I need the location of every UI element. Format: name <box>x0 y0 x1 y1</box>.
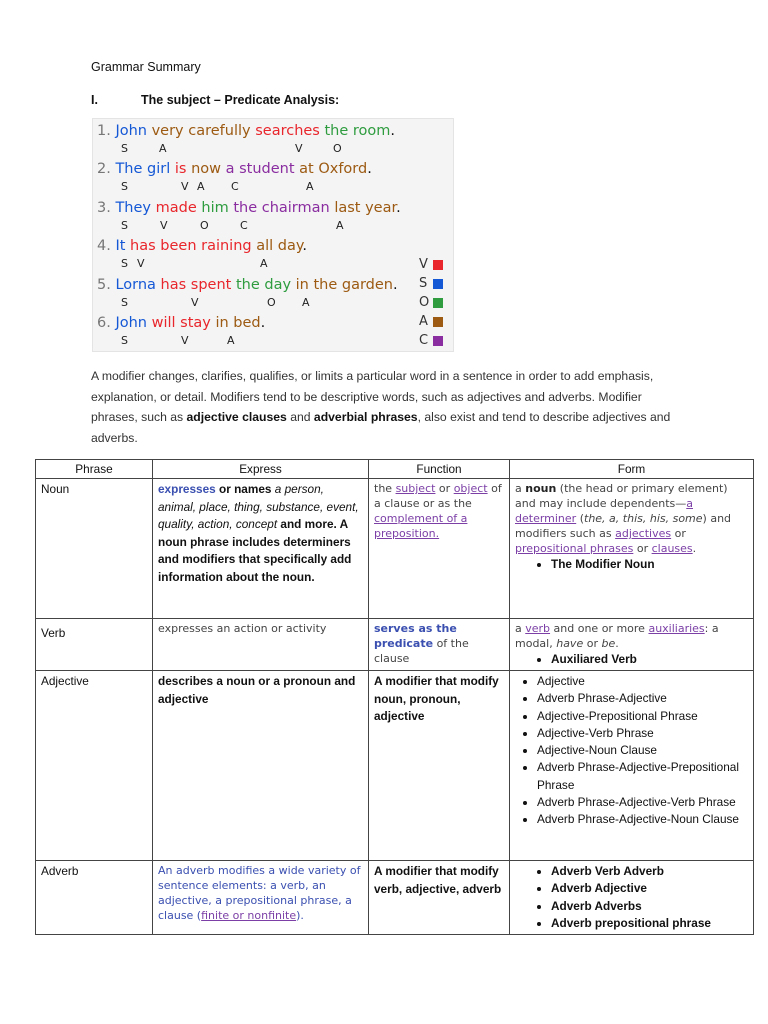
table-row-verb <box>36 619 754 671</box>
paragraph-bold-2: adverbial phrases <box>313 410 418 424</box>
svo-tag: A <box>159 142 167 155</box>
noun-function-text-3: of a clause or as the <box>374 482 502 510</box>
verb-link[interactable]: verb <box>525 622 551 635</box>
noun-express-italic: a person, animal, place, thing, substance, event, quality, action, concept <box>158 482 359 531</box>
list-item: • Adjective-Noun Clause <box>537 742 748 759</box>
list-item: • Adverb Verb Adverb <box>551 863 748 880</box>
verb-form-be: be <box>601 637 616 650</box>
example-segment: . <box>390 123 396 139</box>
adjective-form-list <box>515 673 748 829</box>
svo-tag: O <box>200 219 209 232</box>
table-row-noun <box>36 479 754 619</box>
list-item: • Adverb Phrase-Adjective-Verb Phrase <box>537 794 748 811</box>
list-item: • Adverb Phrase-Adjective <box>537 690 748 707</box>
auxiliaries-link[interactable]: auxiliaries <box>648 622 705 635</box>
adverb-express-text-2: ). <box>296 909 304 922</box>
adverb-form-list <box>515 863 748 932</box>
adverb-express-text-1: An adverb modifies a wide variety of sentence elements: a verb, an adjective, a prepositional phrase, a clause ( <box>158 864 361 922</box>
example-number: 2. <box>97 161 111 177</box>
svo-tag: S <box>121 257 128 270</box>
adverb-express <box>153 861 369 935</box>
svo-tag: A <box>336 219 344 232</box>
legend-letter: A <box>419 314 428 329</box>
object-link[interactable]: object <box>453 482 488 495</box>
paragraph-text-3: , also exist and tend to describe adjectives and adverbs. <box>91 410 671 445</box>
complement-link[interactable]: complement of a preposition. <box>374 512 468 540</box>
paragraph-bold-1: adjective clauses <box>186 410 287 424</box>
header-function: Function <box>369 460 510 479</box>
verb-form-text-4: or <box>583 637 602 650</box>
verb-form-text-3: : a modal, <box>515 622 719 650</box>
finite-nonfinite-link[interactable]: finite or nonfinite <box>201 909 297 922</box>
legend-item <box>419 293 443 312</box>
example-segment: the chairman <box>233 200 335 216</box>
determiner-link[interactable]: a determiner <box>515 497 693 525</box>
legend-swatch <box>433 317 443 327</box>
legend-item <box>419 274 443 293</box>
example-segment: him <box>201 200 234 216</box>
section-title: The subject – Predicate Analysis: <box>141 93 340 107</box>
svo-tag: S <box>121 180 128 193</box>
example-segment: . <box>393 277 398 293</box>
legend-letter: S <box>419 276 428 291</box>
phrase-table <box>35 459 754 935</box>
list-item: • Adverb Phrase-Adjective-Prepositional Phrase <box>537 759 748 794</box>
svo-example-3 <box>97 200 401 216</box>
svo-example-5 <box>97 277 398 293</box>
paragraph-text-1: A modifier changes, clarifies, qualifies, or limits a particular word in a sentence in order to add emphasis, explanation, or detail. Modifiers tend to be descriptive words, such as adjectives and adverbs. Modifier phrases, such as <box>91 369 654 424</box>
example-segment: now <box>191 161 226 177</box>
header-express: Express <box>153 460 369 479</box>
svo-tag: V <box>191 296 199 309</box>
svo-tag: S <box>121 334 128 347</box>
list-item: • Adjective-Verb Phrase <box>537 725 748 742</box>
svo-example-1 <box>97 123 395 139</box>
adjective-express: describes a noun or a pronoun and adjective <box>153 671 369 861</box>
subject-link[interactable]: subject <box>395 482 436 495</box>
verb-function-text: of the clause <box>374 637 469 665</box>
noun-form-text-7: . <box>692 542 697 555</box>
svo-tag: A <box>306 180 314 193</box>
verb-form <box>510 619 754 671</box>
example-segment: . <box>396 200 401 216</box>
noun-express-text-1: or names <box>215 482 275 496</box>
prepositional-phrases-link[interactable]: prepositional phrases <box>515 542 634 555</box>
verb-form-text-2: and one or more <box>550 622 649 635</box>
svo-legend <box>419 255 443 350</box>
modifier-paragraph <box>91 366 691 448</box>
example-segment: . <box>260 315 266 331</box>
noun-form-text-5: or <box>671 527 686 540</box>
table-row-adjective <box>36 671 754 861</box>
noun-form-examples: the, a, this, his, some <box>584 512 703 525</box>
example-segment: Lorna <box>115 277 161 293</box>
list-item: • Adjective-Prepositional Phrase <box>537 708 748 725</box>
svo-tag: V <box>181 180 189 193</box>
table-header-row <box>36 460 754 479</box>
list-item: • Adverb Adverbs <box>551 898 748 915</box>
svo-tag: C <box>231 180 239 193</box>
adjective-function: A modifier that modify noun, pronoun, adjective <box>369 671 510 861</box>
svo-tag: S <box>121 142 128 155</box>
legend-swatch <box>433 298 443 308</box>
svo-tag: S <box>121 296 128 309</box>
noun-form-text-6: or <box>633 542 652 555</box>
example-segment: in bed <box>215 315 261 331</box>
list-item: • Adverb Adjective <box>551 880 748 897</box>
svo-tag: V <box>295 142 303 155</box>
section-heading <box>91 93 339 107</box>
example-segment: John <box>115 315 152 331</box>
svo-tag: S <box>121 219 128 232</box>
example-segment: searches <box>255 123 325 139</box>
list-item: • Adverb prepositional phrase <box>551 915 748 932</box>
noun-form-text-2: (the head or primary element) and may include dependents— <box>515 482 728 510</box>
list-item: • Adjective <box>537 673 748 690</box>
svo-tag: A <box>197 180 205 193</box>
header-form: Form <box>510 460 754 479</box>
noun-express-text-2: and more. A noun phrase includes determiners and modifiers that specifically add information about the noun. <box>158 517 352 584</box>
svo-tag: C <box>240 219 248 232</box>
noun-function-text-2: or <box>435 482 454 495</box>
example-segment: . <box>367 161 372 177</box>
noun-function-text-1: the <box>374 482 396 495</box>
svo-tag: O <box>333 142 342 155</box>
svo-example-figure <box>92 118 454 352</box>
example-segment: last year <box>334 200 397 216</box>
example-segment: has spent <box>160 277 236 293</box>
list-item: • Adverb Phrase-Adjective-Noun Clause <box>537 811 748 828</box>
noun-function <box>369 479 510 619</box>
legend-swatch <box>433 336 443 346</box>
svo-tag: V <box>160 219 168 232</box>
legend-letter: C <box>419 333 429 348</box>
example-segment: made <box>155 200 202 216</box>
legend-item <box>419 255 443 274</box>
noun-form <box>510 479 754 619</box>
verb-form-text-5: . <box>615 637 619 650</box>
noun-form-text-1: a <box>515 482 526 495</box>
clauses-link[interactable]: clauses <box>651 542 693 555</box>
svo-tag: V <box>181 334 189 347</box>
noun-phrase: Noun <box>36 479 153 619</box>
noun-form-list <box>515 556 748 573</box>
verb-form-list <box>515 651 748 668</box>
example-segment: has been raining <box>130 238 257 254</box>
svo-tag: A <box>302 296 310 309</box>
list-item: • The Modifier Noun <box>551 556 748 573</box>
adjective-phrase: Adjective <box>36 671 153 861</box>
svo-example-6 <box>97 315 265 331</box>
legend-swatch <box>433 279 443 289</box>
noun-form-text-3: ( <box>576 512 584 525</box>
verb-form-text-1: a <box>515 622 526 635</box>
table-row-adverb <box>36 861 754 935</box>
example-segment: very carefully <box>151 123 256 139</box>
adverb-phrase: Adverb <box>36 861 153 935</box>
legend-letter: V <box>419 257 428 272</box>
svo-tag: A <box>260 257 268 270</box>
verb-function <box>369 619 510 671</box>
document-title: Grammar Summary <box>91 60 201 74</box>
legend-item <box>419 331 443 350</box>
svo-example-4 <box>97 238 307 254</box>
legend-item <box>419 312 443 331</box>
example-segment: in the garden <box>295 277 393 293</box>
example-segment: all day <box>256 238 303 254</box>
verb-phrase: Verb <box>36 619 153 671</box>
example-segment: John <box>115 123 152 139</box>
noun-form-bold: noun <box>525 482 557 495</box>
noun-form-text-4: ) and modifiers such as <box>515 512 732 540</box>
svo-tag: V <box>137 257 145 270</box>
example-segment: will stay <box>151 315 216 331</box>
example-number: 5. <box>97 277 111 293</box>
example-segment: is <box>174 161 192 177</box>
verb-form-have: have <box>556 637 584 650</box>
example-segment: at Oxford <box>299 161 368 177</box>
example-segment: a student <box>225 161 300 177</box>
adjectives-link[interactable]: adjectives <box>615 527 672 540</box>
example-segment: The girl <box>115 161 175 177</box>
example-number: 6. <box>97 315 111 331</box>
example-segment: the day <box>235 277 296 293</box>
svo-tag: O <box>267 296 276 309</box>
example-number: 3. <box>97 200 111 216</box>
example-segment: They <box>115 200 156 216</box>
adverb-form <box>510 861 754 935</box>
svo-tag: A <box>227 334 235 347</box>
predicate-link[interactable]: serves as the predicate <box>374 622 457 650</box>
noun-express <box>153 479 369 619</box>
header-phrase: Phrase <box>36 460 153 479</box>
example-segment: It <box>115 238 131 254</box>
example-number: 1. <box>97 123 111 139</box>
adverb-function: A modifier that modify verb, adjective, adverb <box>369 861 510 935</box>
paragraph-text-2: and <box>286 410 314 424</box>
example-number: 4. <box>97 238 111 254</box>
example-segment: the room <box>324 123 391 139</box>
svo-example-2 <box>97 161 372 177</box>
adjective-form <box>510 671 754 861</box>
list-item: • Auxiliared Verb <box>551 651 748 668</box>
noun-express-link[interactable]: expresses <box>158 482 216 496</box>
example-segment: . <box>302 238 307 254</box>
legend-swatch <box>433 260 443 270</box>
legend-letter: O <box>419 295 430 310</box>
section-number: I. <box>91 93 98 107</box>
verb-express: expresses an action or activity <box>153 619 369 671</box>
